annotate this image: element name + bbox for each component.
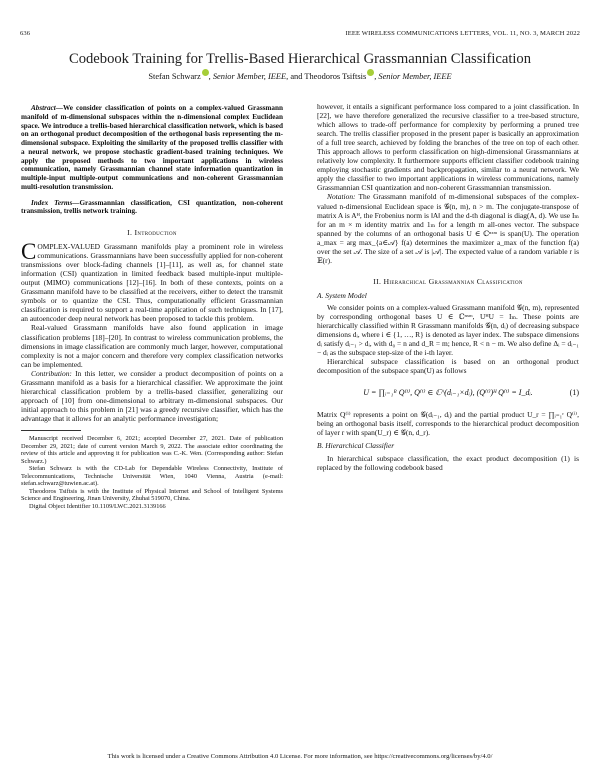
orcid-icon[interactable] (367, 69, 374, 76)
equation (317, 380, 579, 406)
abstract-text: We consider classification of points on a complex-valued Grassmann manifold of m-dimensional subspaces within the n-dimensional complex Euclidean space. We introduce a trellis-based hierarchical classification network, which is based on an orthogonal product decomposition of the orthogonal basis representing the m-dimensional subspace. Exploiting the similarity of the proposed trellis classifier with a neural network, we propose stochastic gradient-based training techniques. We apply the proposed methods to two important applications in wireless communication, namely Grassmannian channel state information quantization in multiple-input multiple-output communications and non-coherent Grassmannian multi-resolution transmission. (21, 104, 283, 191)
author-role: Senior Member, IEEE (378, 72, 452, 81)
author-conjunction: , and (286, 72, 305, 81)
section-heading: I. Introduction (127, 228, 177, 237)
left-column (21, 104, 283, 510)
index-terms-label: Index Terms— (31, 198, 80, 207)
orcid-icon[interactable] (202, 69, 209, 76)
abstract-label: Abstract— (31, 104, 63, 112)
paper-title: Codebook Training for Trellis-Based Hierarchical Grassmannian Classification (68, 51, 532, 67)
contribution-paragraph (21, 369, 283, 423)
notation-paragraph (317, 192, 579, 264)
page-number: 636 (20, 30, 31, 37)
author-line: Stefan Schwarz , Senior Member, IEEE, and Theodoros Tsiftsis , Senior Member, IEEE (20, 71, 580, 82)
body-paragraph: however, it entails a significant performance loss compared to a joint classification. In [22], we have therefore generalized the recursive classifier to a tree-based structure, which allows to trade-off performance for complexity by performing a pruned tree search. The trellis classifier proposed in the present paper is basically an approximation of a full tree search, achieved by folding the branches of the tree on top of each other. This approach allows to perform classification on high-dimensional Grassmannians at relatively low complexity. It furthermore supports efficient classifier codebook training employing stochastic gradients and backpropagation, similar to a neural network. We apply the classifier to two important applications in wireless communications, namely Grassmannian CSI quantization and non-coherent Grassmannian transmission. (317, 102, 579, 193)
footnote: Theodoros Tsiftsis is with the Institute of Physical Internet and School of Intelligent Systems Science and Engineering, Jinan University, Zhuhai 519070, China. (21, 487, 283, 503)
subsection-heading: B. Hierarchical Classifier (317, 441, 395, 451)
body-paragraph: We consider points on a complex-valued Grassmann manifold 𝒢(n, m), represented by corresponding orthogonal bases U ∈ ℂⁿˣᵐ, UᴴU = Iₘ. These points are hierarchically classified within R Grassmann manifolds 𝒢(n, dᵢ) of decreasing subspace dimensions dᵢ, where i ∈ {1, …, R} is denoted as layer index. The subspace dimensions dᵢ satisfy dᵢ₋₁ > dᵢ, with d₀ = n and d_R = m; hence, R < n − m. We also define Δᵢ = dᵢ₋₁ − dᵢ as the subspace step-size of the i-th layer. (317, 302, 579, 358)
lead-word: OMPLEX-VALUED (37, 242, 101, 252)
footnotes (21, 435, 283, 510)
intro-paragraph: Real-valued Grassmann manifolds have also found application in image classification problems [18]–[20]. In contrast to wireless communication problems, the dimensions in image classification are commonly much larger, however, computational complexity is not a major concern and therefore very complex classification networks can be implemented. (21, 323, 283, 369)
abstract (21, 104, 283, 192)
doi[interactable]: Digital Object Identifier 10.1109/LWC.2021.3139166 (29, 502, 166, 510)
contribution-label: Contribution: (31, 368, 72, 378)
body-paragraph: Hierarchical subspace classification is based on an orthogonal product decomposition of the subspace span(U) as follows (317, 357, 579, 376)
author-name: Stefan Schwarz (148, 72, 201, 81)
equation-number: (1) (569, 388, 579, 398)
subsection-heading: A. System Model (317, 290, 367, 300)
section-heading: II. Hierarchical Grassmannian Classification (373, 276, 523, 286)
notation-label: Notation: (327, 192, 356, 202)
body-paragraph: In hierarchical subspace classification, the exact product decomposition (1) is replaced by the following codebook based (317, 453, 579, 472)
footnote: Manuscript received December 6, 2021; accepted December 27, 2021. Date of publication December 29, 2021; date of current version March 9, 2022. The associate editor coordinating the review of this article and approving it for publication was C.-K. Wen. (Corresponding author: Stefan Schwarz.) (21, 434, 283, 465)
author-role: Senior Member, IEEE (212, 72, 287, 81)
index-terms-text: Grassmannian classification, CSI quantization, non-coherent transmission, trellis network training. (21, 198, 284, 216)
equation-body: U = ∏ᵢ₌₁ᴿ Q⁽ⁱ⁾, Q⁽ⁱ⁾ ∈ ℂ^(dᵢ₋₁×dᵢ), (Q⁽ⁱ⁾)ᴴ Q⁽ⁱ⁾ = I_dᵢ. (363, 388, 533, 398)
intro-text: Grassmann manifolds play a prominent role in wireless communications. Grassmannians have been successfully applied for non-coherent transmissions over block-fading channels [1]–[11], as well as, for channel state information (CSI) quantization in limited feedback based multiple-input multiple-output (MIMO) communications [12]–[16]. In both of these contexts, points on a Grassmann manifold have to be classified at the receivers, either to detect the transmit symbols or to quantize the CSI. Thus, computationally efficient Grassmannian classification is required to support a real-time application of such techniques. In [17], an autoencoder deep neural network has been proposed to tackle this problem. (21, 242, 283, 324)
license-footer: This work is licensed under a Creative Commons Attribution 4.0 License. For more information, see https://creativecommons.org/licenses/by/4.0/ (107, 753, 493, 760)
footnote: Stefan Schwarz is with the CD-Lab for Dependable Wireless Connectivity, Institute of Telecommunications, Technische Universität Wien, 1040 Vienna, Austria (e-mail: stefan.schwarz@tuwien.ac.at). (21, 465, 283, 488)
drop-cap: C (21, 239, 37, 265)
contribution-text: In this letter, we consider a product decomposition of points on a Grassmann manifold as a basis for a hierarchical classifier. We approximate the joint hierarchical classification problem by a trellis-based classifier, generalizing our approach of [10] from one-dimensional to arbitrary m-dimensional subspaces. Our initial approach to this problem in [21] was a greedy recursive classifier, which has the advantage that it allows for an analytic performance investigation; (21, 368, 283, 423)
notation-text: The Grassmann manifold of m-dimensional subspaces of the complex-valued n-dimensional Euclidean space is 𝒢(n, m), n > m. The conjugate-transpose of matrix A is Aᴴ, the Frobenius norm is ‖A‖ and the d-th diagonal is diag(A, d). We use Iₘ for an m × m identity matrix and 1ₘ for a length m all-ones vector. The subspace spanned by the columns of an orthogonal basis U ∈ ℂⁿˣᵐ is span(U). The operation a_max = arg max_{a∈𝒜} f(a) determines the maximizer a_max of the function f(a) over the set 𝒜. The size of a set 𝒜 is |𝒜|. The expected value of a random variable r is 𝔼(r). (317, 192, 579, 265)
intro-paragraph (21, 239, 283, 324)
right-column (317, 102, 579, 472)
journal-info: IEEE WIRELESS COMMUNICATIONS LETTERS, VOL. 11, NO. 3, MARCH 2022 (345, 30, 580, 37)
running-header (20, 30, 580, 40)
index-terms (21, 199, 283, 217)
footnote-rule (21, 430, 81, 431)
body-paragraph: Matrix Q⁽ⁱ⁾ represents a point on 𝒢(dᵢ₋₁, dᵢ) and the partial product U_r = ∏ᵢ₌₁ʳ Q⁽ⁱ⁾, being an orthogonal basis itself, corresponds to the hierarchical product decomposition of layer r with span(U_r) ∈ 𝒢(n, d_r). (317, 410, 579, 438)
author-name: Theodoros Tsiftsis (304, 72, 367, 81)
